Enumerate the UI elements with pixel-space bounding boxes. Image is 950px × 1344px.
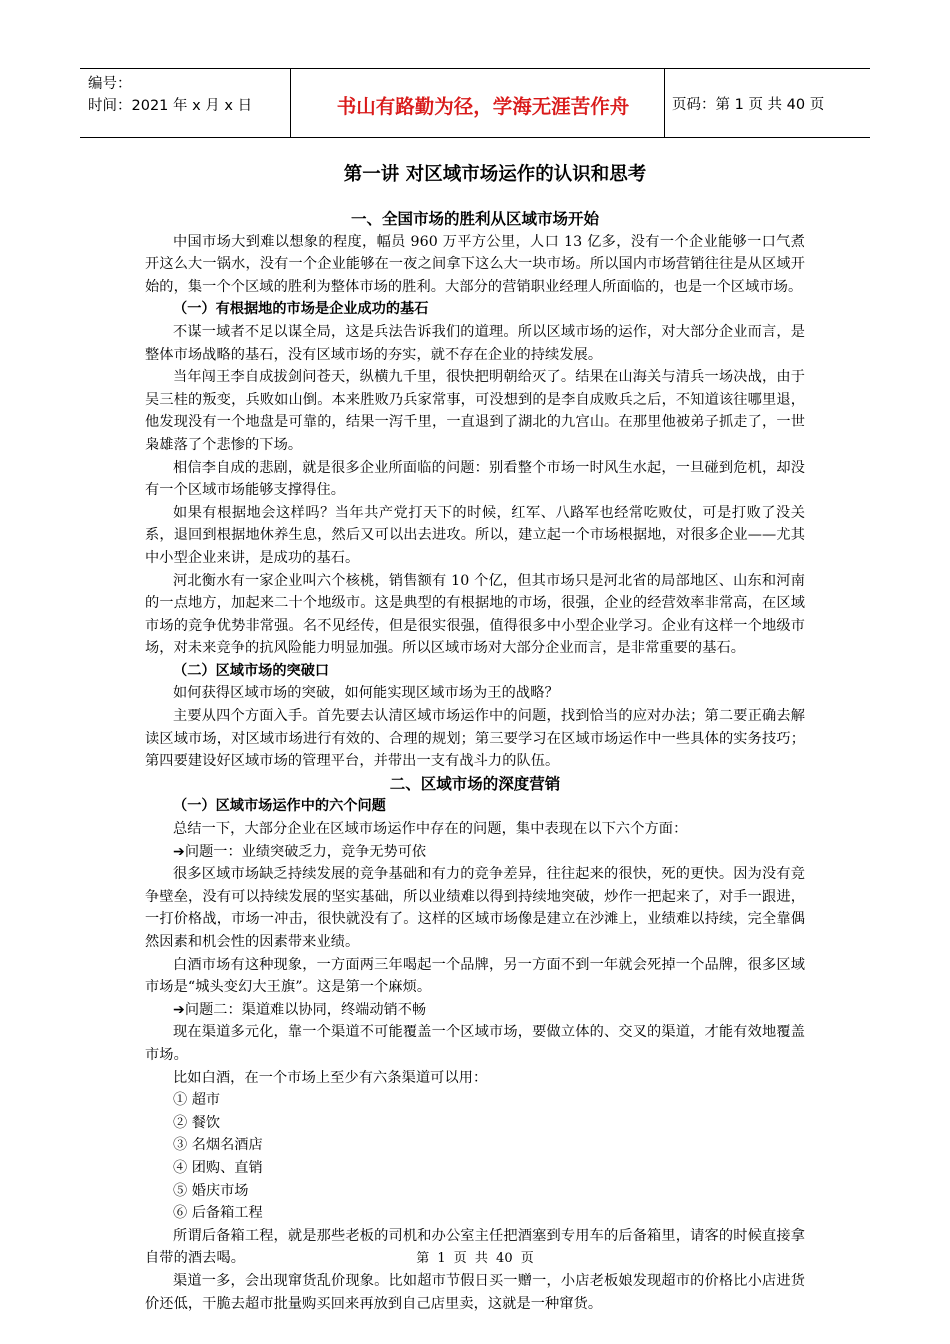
- paragraph: 主要从四个方面入手。首先要去认清区域市场运作中的问题，找到恰当的应对办法；第二要正确去解读区域市场，对区域市场进行有效的、合理的规划；第三要学习在区域市场运作中一些具体的实务技巧；第四要建设好区域市场的管理平台，并带出一支有战斗力的队伍。: [145, 708, 805, 770]
- page-title: 第一讲 对区域市场运作的认识和思考: [343, 164, 647, 185]
- list-item: ② 餐饮: [173, 1114, 221, 1131]
- paragraph: 中国市场大到难以想象的程度，幅员 960 万平方公里，人口 13 亿多，没有一个企业能够一口气煮开这么大一锅水，没有一个企业能够在一夜之间拿下这么大一块市场。所以国内市场营销往往是从区域开始的，集一个个区域的胜利为整体市场的胜利。大部分的营销职业经理人所面临的，也是一个区域市场。: [145, 233, 805, 295]
- subsection-heading: （一）区域市场运作中的六个问题: [173, 798, 386, 815]
- paragraph: 如何获得区域市场的突破，如何能实现区域市场为王的战略？: [173, 685, 559, 702]
- list-item: ⑤ 婚庆市场: [173, 1182, 249, 1199]
- paragraph: 白酒市场有这种现象，一方面两三年喝起一个品牌，另一方面不到一年就会死掉一个品牌，很多区域市场是“城头变幻大王旗”。这是第一个麻烦。: [145, 956, 805, 996]
- paragraph: 当年闯王李自成拔剑问苍天，纵横九千里，很快把明朝给灭了。结果在山海关与清兵一场决战，由于吴三桂的叛变，兵败如山倒。本来胜败乃兵家常事，可没想到的是李自成败兵之后，不知道该往哪里退，他发现没有一个地盘是可靠的，结果一泻千里，一直退到了湖北的九宫山。在那里他被弟子抓走了，一世枭雄落了个悲惨的下场。: [145, 369, 805, 453]
- list-item: ① 超市: [173, 1092, 221, 1109]
- page-label: 页码：第 1 页 共 40 页: [672, 97, 825, 113]
- problem-heading: ➔问题二：渠道难以协同，终端动销不畅: [173, 1001, 427, 1018]
- problem-heading: ➔问题一：业绩突破乏力，竞争无势可依: [173, 843, 427, 860]
- paragraph: 比如白酒，在一个市场上至少有六条渠道可以用：: [173, 1069, 488, 1086]
- time-label: 时间：2021 年 x 月 x 日: [88, 98, 253, 114]
- paragraph: 相信李自成的悲剧，就是很多企业所面临的问题：别看整个市场一时风生水起，一旦碰到危机，却没有一个区域市场能够支撑得住。: [145, 459, 805, 499]
- subsection-heading: （二）区域市场的突破口: [173, 662, 330, 679]
- paragraph: 河北衡水有一家企业叫六个核桃，销售额有 10 个亿，但其市场只是河北省的局部地区、山东和河南的一点地方，加起来二十个地级市。这是典型的有根据地的市场，很强，企业的经营效率非常高，在区域市场的竞争优势非常强。名不见经传，但是很实很强，值得很多中小型企业学习。企业有这样一个地级市场，对未来竞争的抗风险能力明显加强。所以区域市场对大部分企业而言，是非常重要的基石。: [145, 572, 805, 657]
- list-item: ⑥ 后备箱工程: [173, 1205, 263, 1222]
- header-motto: 书山有路勤为径，学海无涯苦作舟: [336, 95, 630, 118]
- paragraph: 很多区域市场缺乏持续发展的竞争基础和有力的竞争差异，往往起来的很快，死的更快。因为没有竞争壁垒，没有可以持续发展的坚实基础，所以业绩难以得到持续地突破，炒作一把起来了，对手一跟进，一打价格战，市场一冲击，很快就没有了。这样的区域市场像是建立在沙滩上，业绩难以持续，完全靠偶然因素和机会性的因素带来业绩。: [145, 866, 805, 950]
- document-body: [145, 208, 805, 1315]
- paragraph: 所谓后备箱工程，就是那些老板的司机和办公室主任把酒塞到专用车的后备箱里，请客的时候直接拿自带的酒去喝。: [145, 1227, 805, 1267]
- section-heading: 一、全国市场的胜利从区域市场开始: [350, 210, 599, 228]
- subsection-heading: （一）有根据地的市场是企业成功的基石: [173, 301, 429, 318]
- header-divider: [664, 69, 665, 137]
- number-label: 编号：: [88, 76, 132, 92]
- paragraph: 现在渠道多元化，靠一个渠道不可能覆盖一个区域市场，要做立体的、交叉的渠道，才能有效地覆盖市场。: [145, 1024, 805, 1063]
- header-divider: [290, 69, 291, 137]
- list-item: ③ 名烟名酒店: [173, 1137, 263, 1154]
- paragraph: 如果有根据地会这样吗？当年共产党打天下的时候，红军、八路军也经常吃败仗，可是打败了没关系，退回到根据地休养生息，然后又可以出去进攻。所以，建立起一个市场根据地，对很多企业——尤其中小型企业来讲，是成功的基石。: [145, 504, 805, 566]
- header-meta: [88, 73, 252, 117]
- page-footer: 第 1 页 共 40 页: [416, 1251, 534, 1266]
- paragraph: 渠道一多，会出现窜货乱价现象。比如超市节假日买一赠一，小店老板娘发现超市的价格比小店进货价还低，干脆去超市批量购买回来再放到自己店里卖，这就是一种窜货。: [145, 1272, 805, 1312]
- paragraph: 不谋一域者不足以谋全局，这是兵法告诉我们的道理。所以区域市场的运作，对大部分企业而言，是整体市场战略的基石，没有区域市场的夯实，就不存在企业的持续发展。: [145, 323, 805, 363]
- document-header: [80, 68, 870, 138]
- paragraph: 总结一下，大部分企业在区域市场运作中存在的问题，集中表现在以下六个方面：: [173, 821, 688, 838]
- section-heading: 二、区域市场的深度营销: [389, 774, 561, 793]
- list-item: ④ 团购、直销: [173, 1159, 263, 1176]
